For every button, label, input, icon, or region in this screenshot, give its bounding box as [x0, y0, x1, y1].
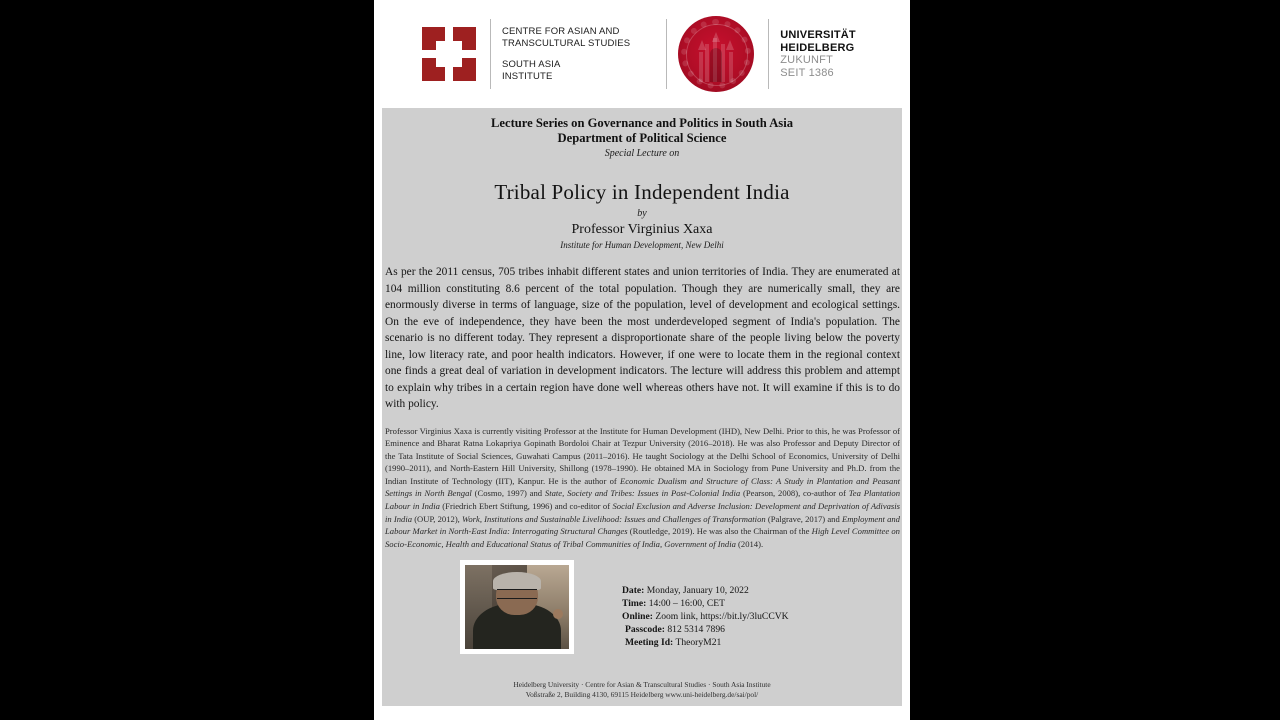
detail-label-date: Date: — [622, 585, 645, 596]
university-logo-divider-left — [666, 19, 667, 89]
event-details-block — [622, 584, 789, 649]
poster-content-area — [382, 108, 902, 706]
detail-value-passcode: 812 5314 7896 — [667, 624, 725, 635]
special-lecture-label: Special Lecture on — [604, 148, 680, 159]
detail-label-online: Online: — [622, 611, 653, 622]
by-label: by — [637, 208, 647, 219]
cats-line-1: CENTRE FOR ASIAN AND — [502, 26, 620, 37]
lecture-series-heading — [382, 108, 902, 146]
university-logo-divider-right — [768, 19, 769, 89]
detail-value-meeting-id: TheoryM21 — [675, 637, 722, 648]
lecture-series-line-1: Lecture Series on Governance and Politics in South Asia — [490, 116, 794, 130]
university-line-2: HEIDELBERG — [780, 41, 855, 54]
detail-row-passcode — [622, 623, 789, 636]
detail-row-date — [622, 584, 789, 597]
speaker-portrait-photo-icon — [465, 565, 569, 649]
detail-row-meeting-id — [622, 636, 789, 649]
logo-divider — [490, 19, 491, 89]
speaker-name: Professor Virginius Xaxa — [571, 222, 713, 237]
university-line-4: SEIT 1386 — [780, 66, 834, 79]
footer-line-2: Voßstraße 2, Building 4130, 69115 Heidelberg www.uni-heidelberg.de/sai/pol/ — [525, 690, 759, 699]
speaker-affiliation: Institute for Human Development, New Delhi — [560, 240, 724, 250]
cats-cross-logo-icon — [422, 27, 476, 81]
lower-info-row — [382, 560, 902, 660]
detail-label-passcode: Passcode: — [625, 624, 665, 635]
lecture-poster — [374, 0, 910, 720]
cats-line-3: SOUTH ASIA — [502, 59, 561, 70]
logo-bar — [374, 0, 910, 108]
footer-line-1: Heidelberg University · Centre for Asian & Transcultural Studies · South Asia Institute — [513, 680, 771, 689]
detail-label-meeting-id: Meeting Id: — [625, 637, 674, 648]
lecture-title: Tribal Policy in Independent India — [494, 180, 790, 204]
lecture-abstract: As per the 2011 census, 705 tribes inhabit different states and union territories of India. They are enumerated at 104 million constituting 8.6 percent of the total population. Though they are numerically small, they are enormously diverse in terms of language, size of the population, level of development and ecological settings. On the eve of independence, they have been the most underdeveloped segment of India's population. The scenario is no different today. They represent a disproportionate share of the people living below the poverty line, low literacy rate, and poor health indicators. However, if one were to locate them in the regional context one finds a great deal of variation in development indicators. The lecture will address this problem and attempt to explain why tribes in a certain region have done well whereas others have not. It will examine if this is to do with policy. — [385, 266, 900, 410]
cats-line-2: TRANSCULTURAL STUDIES — [502, 37, 631, 49]
speaker-biography: Professor Virginius Xaxa is currently visiting Professor at the Institute for Human Development (IHD), New Delhi. Prior to this, he was Professor of Eminence and Bharat Ratna Lokapriya Gopinath Bordoloi Chair at Tezpur University (2016–2018). He was also Professor and Deputy Director of the Tata Institute of Social Sciences, Guwahati Campus (2011–2016). He taught Sociology at the Delhi School of Economics, University of Delhi (1990–2011), and North-Eastern Hill University, Shillong (1978–1990). He obtained MA in Sociology from Pune University and Ph.D. from the Indian Institute of Technology (IIT), Kanpur. He is the author of Economic Dualism and Structure of Class: A Study in Plantation and Peasant Settings in North Bengal (Cosmo, 1997) and State, Society and Tribes: Issues in Post-Colonial India (Pearson, 2008), co-author of Tea Plantation Labour in India (Friedrich Ebert Stiftung, 1996) and co-editor of Social Exclusion and Adverse Inclusion: Development and Deprivation of Adivasis in India (OUP, 2012), Work, Institutions and Sustainable Livelihood: Issues and Challenges of Transformation (Palgrave, 2017) and Employment and Labour Market in North-East India: Interrogating Structural Changes (Routledge, 2019). He was also the Chairman of the High Level Committee on Socio-Economic, Health and Educational Status of Tribal Communities of India, Government of India (2014). — [385, 425, 901, 549]
speaker-photo-frame — [460, 560, 574, 654]
lecture-series-line-2: Department of Political Science — [557, 131, 727, 145]
university-logo-group — [652, 16, 856, 92]
detail-row-online[interactable] — [622, 610, 789, 623]
detail-value-time: 14:00 – 16:00, CET — [648, 598, 725, 609]
cats-logo-text — [502, 26, 630, 82]
university-line-1: UNIVERSITÄT — [780, 29, 856, 41]
detail-value-date: Monday, January 10, 2022 — [646, 585, 749, 596]
detail-row-time — [622, 597, 789, 610]
poster-footer — [382, 680, 902, 700]
heidelberg-university-seal-icon — [678, 16, 754, 92]
university-logo-text — [780, 29, 856, 79]
detail-value-online[interactable]: Zoom link, https://bit.ly/3luCCVK — [655, 611, 789, 622]
detail-label-time: Time: — [622, 598, 647, 609]
cats-logo-group — [422, 19, 630, 89]
cats-line-4: INSTITUTE — [502, 70, 553, 82]
university-line-3: ZUKUNFT — [780, 54, 833, 66]
